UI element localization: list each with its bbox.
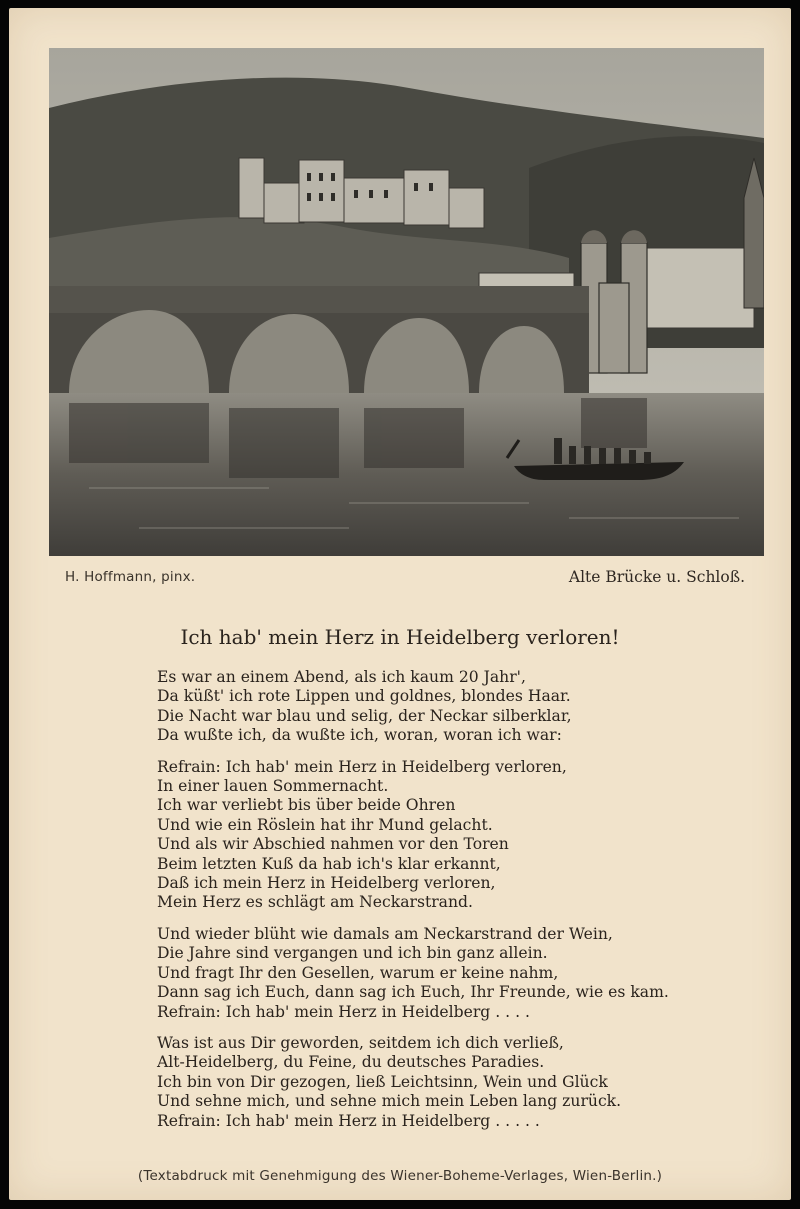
- stanza-1: [157, 668, 757, 746]
- lyric-line: Ich war verliebt bis über beide Ohren: [157, 796, 456, 815]
- lyric-line: Die Nacht war blau und selig, der Neckar silberklar,: [157, 706, 572, 725]
- postcard: [9, 8, 791, 1200]
- lyric-line: Und wieder blüht wie damals am Neckarstrand der Wein,: [157, 924, 613, 943]
- lyric-line: Und wie ein Röslein hat ihr Mund gelacht.: [157, 815, 493, 834]
- lyric-line: Was ist aus Dir geworden, seitdem ich dich verließ,: [157, 1033, 564, 1052]
- place-caption: Alte Brücke u. Schloß.: [568, 568, 745, 586]
- lyric-line: Refrain: Ich hab' mein Herz in Heidelberg verloren,: [157, 757, 567, 776]
- lyric-line: Und fragt Ihr den Gesellen, warum er keine nahm,: [157, 963, 559, 982]
- stanza-2-refrain: [157, 758, 757, 913]
- copyright-footnote: (Textabdruck mit Genehmigung des Wiener-Boheme-Verlages, Wien-Berlin.): [137, 1168, 663, 1184]
- lyric-line: Dann sag ich Euch, dann sag ich Euch, Ihr Freunde, wie es kam.: [157, 983, 669, 1002]
- song-title: Ich hab' mein Herz in Heidelberg verloren!: [180, 625, 620, 649]
- lyric-line: Da küßt' ich rote Lippen und goldnes, blondes Haar.: [157, 687, 571, 706]
- lyric-line: Refrain: Ich hab' mein Herz in Heidelberg . . . .: [157, 1002, 530, 1021]
- lyric-line: Ich bin von Dir gezogen, ließ Leichtsinn, Wein und Glück: [157, 1072, 608, 1091]
- stanza-4: [157, 1034, 757, 1131]
- artist-caption: H. Hoffmann, pinx.: [65, 569, 196, 585]
- stanza-3: [157, 925, 757, 1022]
- lyric-line: Und sehne mich, und sehne mich mein Leben lang zurück.: [157, 1092, 622, 1111]
- lyric-line: Da wußte ich, da wußte ich, woran, woran ich war:: [157, 726, 562, 745]
- song-lyrics: [157, 668, 757, 1143]
- lyric-line: In einer lauen Sommernacht.: [157, 777, 389, 796]
- lyric-line: Die Jahre sind vergangen und ich bin ganz allein.: [157, 944, 548, 963]
- lyric-line: Mein Herz es schlägt am Neckarstrand.: [157, 893, 473, 912]
- lyric-line: Beim letzten Kuß da hab ich's klar erkannt,: [157, 854, 501, 873]
- heidelberg-illustration: [49, 48, 764, 556]
- lyric-line: Alt-Heidelberg, du Feine, du deutsches Paradies.: [157, 1053, 545, 1072]
- lyric-line: Refrain: Ich hab' mein Herz in Heidelberg . . . . .: [157, 1111, 540, 1130]
- lyric-line: Es war an einem Abend, als ich kaum 20 Jahr',: [157, 668, 526, 686]
- lyric-line: Daß ich mein Herz in Heidelberg verloren,: [157, 874, 496, 893]
- lyric-line: Und als wir Abschied nahmen vor den Toren: [157, 835, 509, 854]
